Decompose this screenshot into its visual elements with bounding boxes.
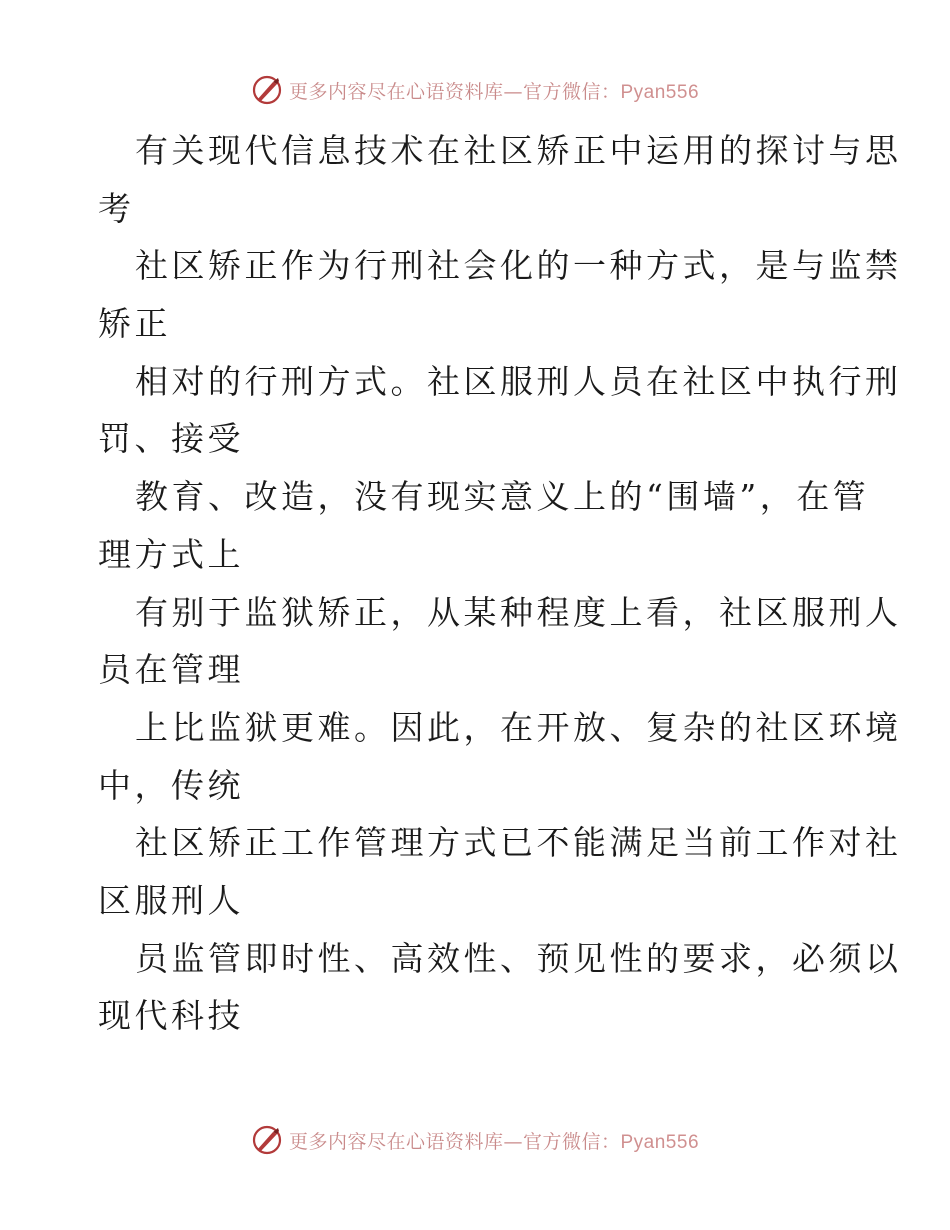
paragraph-line: 考 — [98, 188, 135, 228]
watermark-label: 更多内容尽在心语资料库—官方微信： — [288, 80, 621, 103]
paragraph-line: 相对的行刑方式。社区服刑人员在社区中执行刑 — [135, 361, 902, 401]
paragraph-line: 现代科技 — [98, 996, 244, 1036]
paragraph-line: 上比监狱更难。因此，在开放、复杂的社区环境 — [135, 707, 902, 747]
paragraph-line: 有别于监狱矫正，从某种程度上看，社区服刑人 — [135, 592, 902, 632]
paragraph-line: 理方式上 — [98, 534, 244, 574]
footer-watermark-banner — [0, 1120, 950, 1160]
watermark-text — [289, 77, 699, 104]
paragraph-line: 矫正 — [98, 304, 171, 344]
quill-pen-logo-icon — [251, 74, 283, 106]
document-body — [98, 122, 902, 1045]
paragraph-line: 社区矫正作为行刑社会化的一种方式，是与监禁 — [135, 246, 902, 286]
watermark-label: 更多内容尽在心语资料库—官方微信： — [288, 1130, 621, 1153]
header-watermark-banner — [0, 70, 950, 110]
wechat-id: Pyan556 — [620, 1131, 700, 1153]
quill-pen-logo-icon — [251, 1124, 283, 1156]
paragraph-line: 中，传统 — [98, 765, 244, 805]
paragraph-line: 有关现代信息技术在社区矫正中运用的探讨与思 — [135, 131, 902, 170]
paragraph-line: 员监管即时性、高效性、预见性的要求，必须以 — [135, 938, 902, 978]
watermark-text — [289, 1127, 699, 1154]
paragraph-line: 员在管理 — [98, 650, 244, 690]
paragraph-line: 罚、接受 — [98, 419, 244, 459]
paragraph-line: 区服刑人 — [98, 880, 244, 920]
paragraph-line: 社区矫正工作管理方式已不能满足当前工作对社 — [135, 823, 902, 863]
paragraph-line: 教育、改造，没有现实意义上的“围墙”，在管 — [135, 477, 870, 517]
wechat-id: Pyan556 — [620, 81, 700, 103]
